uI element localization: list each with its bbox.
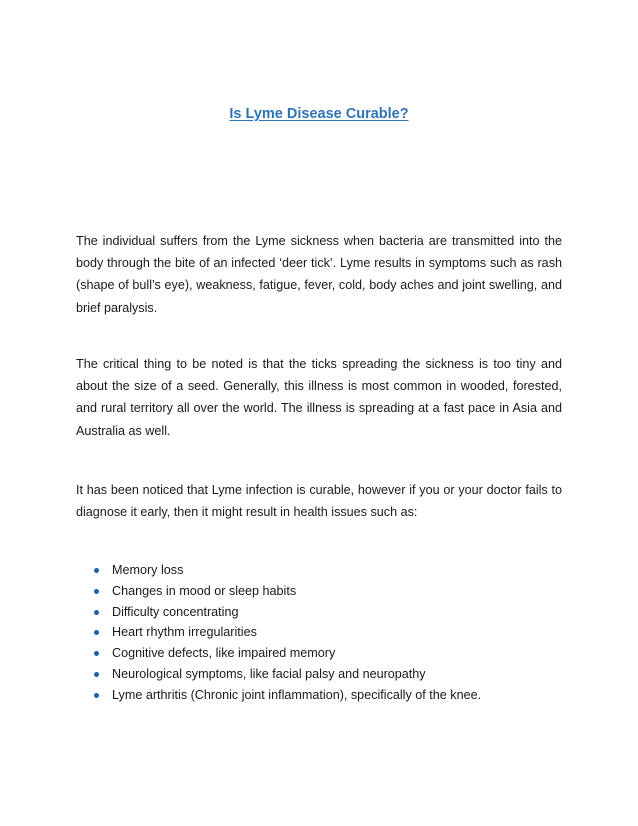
list-item: [94, 581, 564, 602]
list-item-text: Heart rhythm irregularities: [112, 625, 257, 640]
health-issues-list: [94, 560, 564, 706]
paragraph-curable: It has been noticed that Lyme infection is curable, however if you or your doctor fails to diagnose it early, then it might result in health issues such as:: [76, 483, 562, 520]
paragraph-ticks: The critical thing to be noted is that the ticks spreading the sickness is too tiny and about the size of a seed. Generally, this illness is most common in wooded, forested, and rural territory all over the world. The illness is spreading at a fast pace in Asia and Australia as well.: [76, 357, 562, 438]
bullet-icon: [94, 651, 99, 656]
bullet-icon: [94, 610, 99, 615]
paragraph-intro: The individual suffers from the Lyme sickness when bacteria are transmitted into the body through the bite of an infected ‘deer tick’. Lyme results in symptoms such as rash (shape of bull’s eye), weakness, fatigue, fever, cold, body aches and joint swelling, and brief paralysis.: [76, 234, 562, 315]
list-item: [94, 685, 564, 706]
list-item-text: Cognitive defects, like impaired memory: [112, 646, 336, 661]
list-item: [94, 602, 564, 623]
bullet-icon: [94, 568, 99, 573]
list-item-text: Lyme arthritis (Chronic joint inflammation), specifically of the knee.: [112, 687, 482, 702]
list-item-text: Changes in mood or sleep habits: [112, 583, 297, 598]
bullet-icon: [94, 672, 99, 677]
bullet-icon: [94, 630, 99, 635]
list-item: [94, 560, 564, 581]
list-item: [94, 643, 564, 664]
list-item-text: Difficulty concentrating: [112, 604, 239, 619]
list-item: [94, 622, 564, 643]
bullet-icon: [94, 589, 99, 594]
bullet-icon: [94, 693, 99, 698]
list-item-text: Neurological symptoms, like facial palsy and neuropathy: [112, 666, 426, 681]
list-item-text: Memory loss: [112, 563, 184, 577]
list-item: [94, 664, 564, 685]
document-title: Is Lyme Disease Curable?: [229, 106, 409, 122]
